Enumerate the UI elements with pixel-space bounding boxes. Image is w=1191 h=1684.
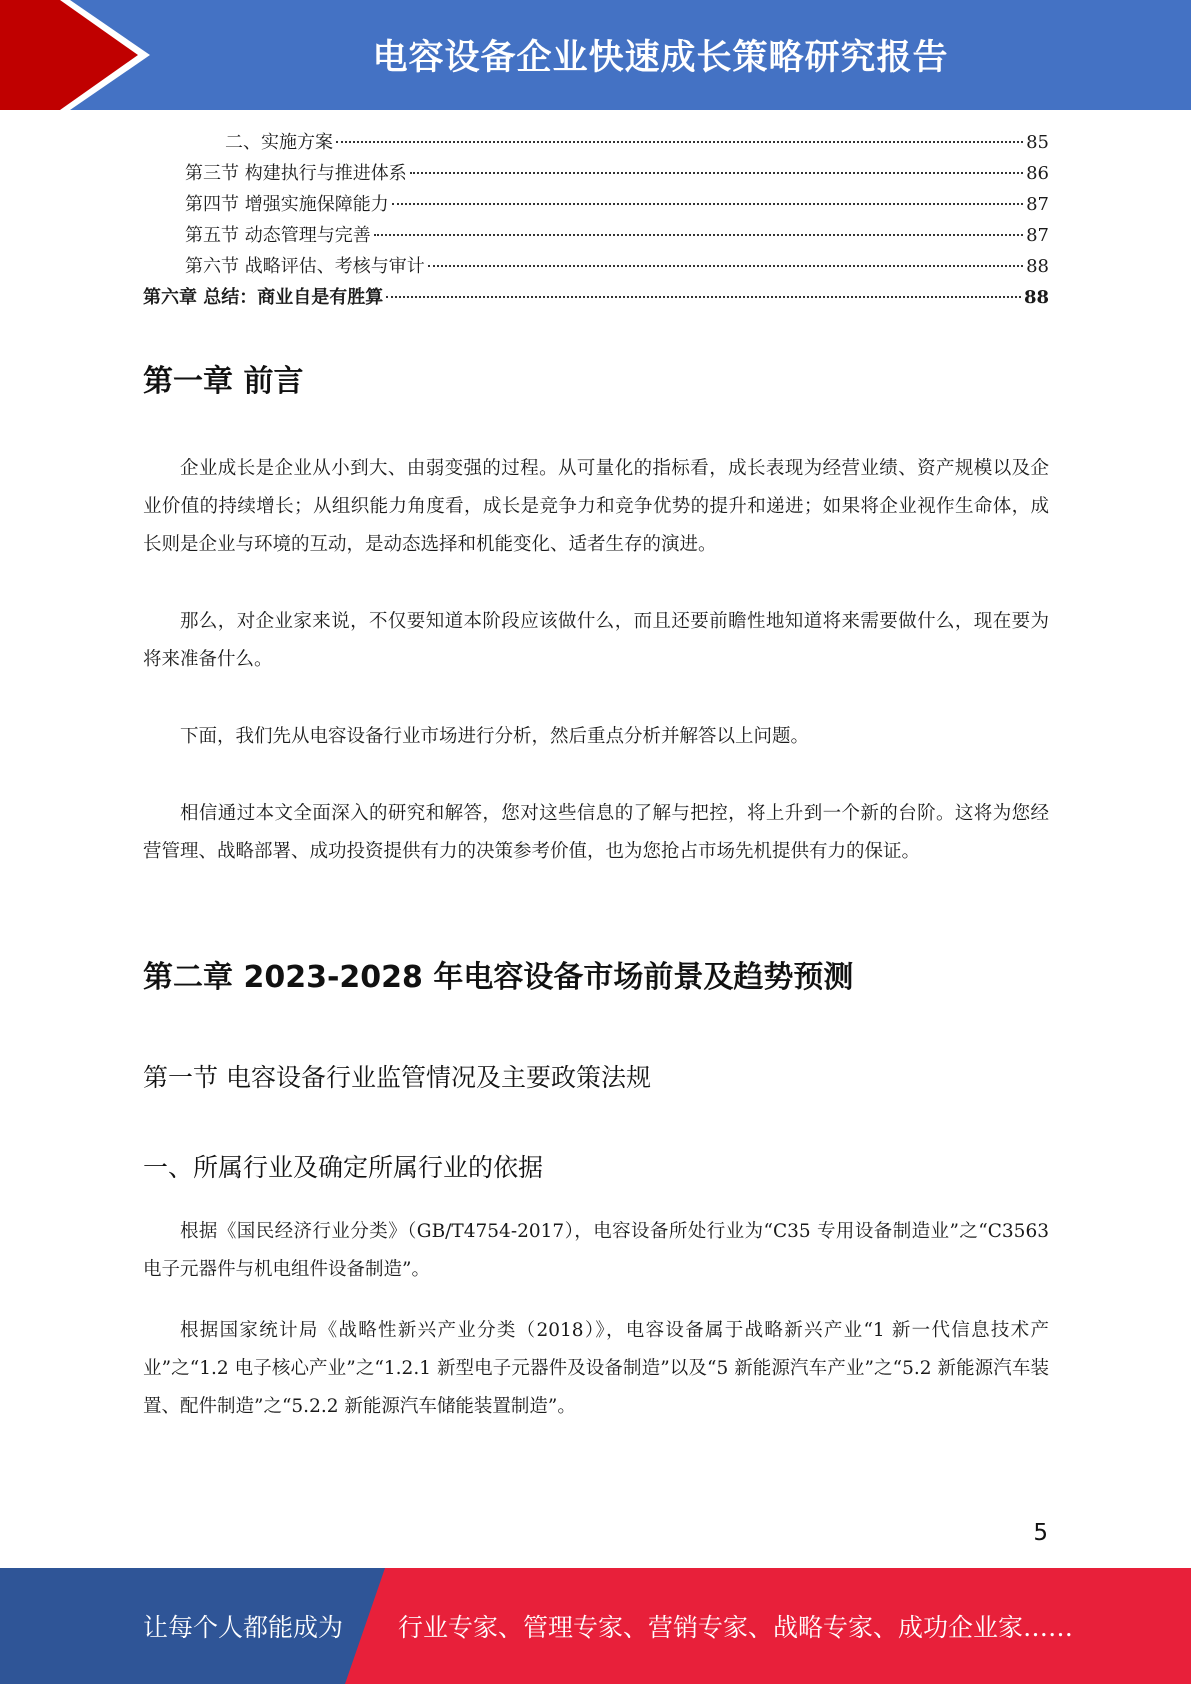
paragraph: 根据国家统计局《战略性新兴产业分类（2018）》，电容设备属于战略新兴产业“1 新一代信息技术产业”之“1.2 电子核心产业”之“1.2.1 新型电子元器件及设备制造”以及“5 新能源汽车产业”之“5.2 新能源汽车装置、配件制造”之“5.2.2 新能源汽车储能装置制造”。 [143,1320,1049,1417]
toc-entry[interactable] [143,221,1049,252]
page-number: 5 [1033,1520,1048,1546]
section-heading: 第一节 电容设备行业监管情况及主要政策法规 [143,1063,651,1092]
paragraph: 那么，对企业家来说，不仅要知道本阶段应该做什么，而且还要前瞻性地知道将来需要做什么，现在要为将来准备什么。 [143,611,1049,670]
toc-dot-leader [428,265,1023,267]
paragraph: 下面，我们先从电容设备行业市场进行分析，然后重点分析并解答以上问题。 [180,726,810,747]
toc-entry-page: 87 [1026,225,1049,246]
chapter-1-heading: 第一章 前言 [143,364,304,399]
header-chevron-decoration [0,0,160,110]
paragraph: 根据《国民经济行业分类》（GB/T4754-2017），电容设备所处行业为“C35 专用设备制造业”之“C3563 电子元器件与机电组件设备制造”。 [143,1221,1049,1280]
toc-entry-text: 第五节 动态管理与完善 [185,225,371,246]
toc-entry-page: 88 [1026,256,1049,277]
toc-entry-text: 第四节 增强实施保障能力 [185,194,389,215]
toc-entry-page: 87 [1026,194,1049,215]
toc-entry-page: 85 [1026,132,1049,153]
footer-band [0,1568,1191,1684]
toc-entry[interactable] [143,252,1049,283]
toc-entry[interactable] [143,128,1049,159]
toc-dot-leader [336,141,1023,143]
toc-entry[interactable] [143,190,1049,221]
paragraph: 相信通过本文全面深入的研究和解答，您对这些信息的了解与把控，将上升到一个新的台阶。这将为您经营管理、战略部署、成功投资提供有力的决策参考价值，也为您抢占市场先机提供有力的保证。 [143,803,1049,862]
toc-entry-text: 第六章 总结：商业自是有胜算 [143,287,384,308]
footer-slogan-left: 让每个人都能成为 [143,1613,344,1642]
report-title: 电容设备企业快速成长策略研究报告 [372,38,949,78]
toc-entry[interactable] [143,283,1049,314]
toc-entry-page: 86 [1026,163,1049,184]
subsection-heading: 一、所属行业及确定所属行业的依据 [143,1153,544,1182]
toc-entry-page: 88 [1023,287,1049,308]
toc-dot-leader [386,296,1021,298]
footer-slogan-right: 行业专家、管理专家、营销专家、战略专家、成功企业家…… [398,1613,1074,1642]
toc-entry[interactable] [143,159,1049,190]
paragraph: 企业成长是企业从小到大、由弱变强的过程。从可量化的指标看，成长表现为经营业绩、资产规模以及企业价值的持续增长；从组织能力角度看，成长是竞争力和竞争优势的提升和递进；如果将企业视作生命体，成长则是企业与环境的互动，是动态选择和机能变化、适者生存的演进。 [143,458,1049,555]
header-band [0,0,1191,110]
toc-dot-leader [410,172,1023,174]
toc-entry-text: 第三节 构建执行与推进体系 [185,163,407,184]
toc-dot-leader [374,234,1023,236]
table-of-contents [143,128,1049,314]
chapter-2-heading: 第二章 2023-2028 年电容设备市场前景及趋势预测 [143,960,854,995]
toc-dot-leader [392,203,1023,205]
toc-entry-text: 二、实施方案 [225,132,333,153]
toc-entry-text: 第六节 战略评估、考核与审计 [185,256,425,277]
